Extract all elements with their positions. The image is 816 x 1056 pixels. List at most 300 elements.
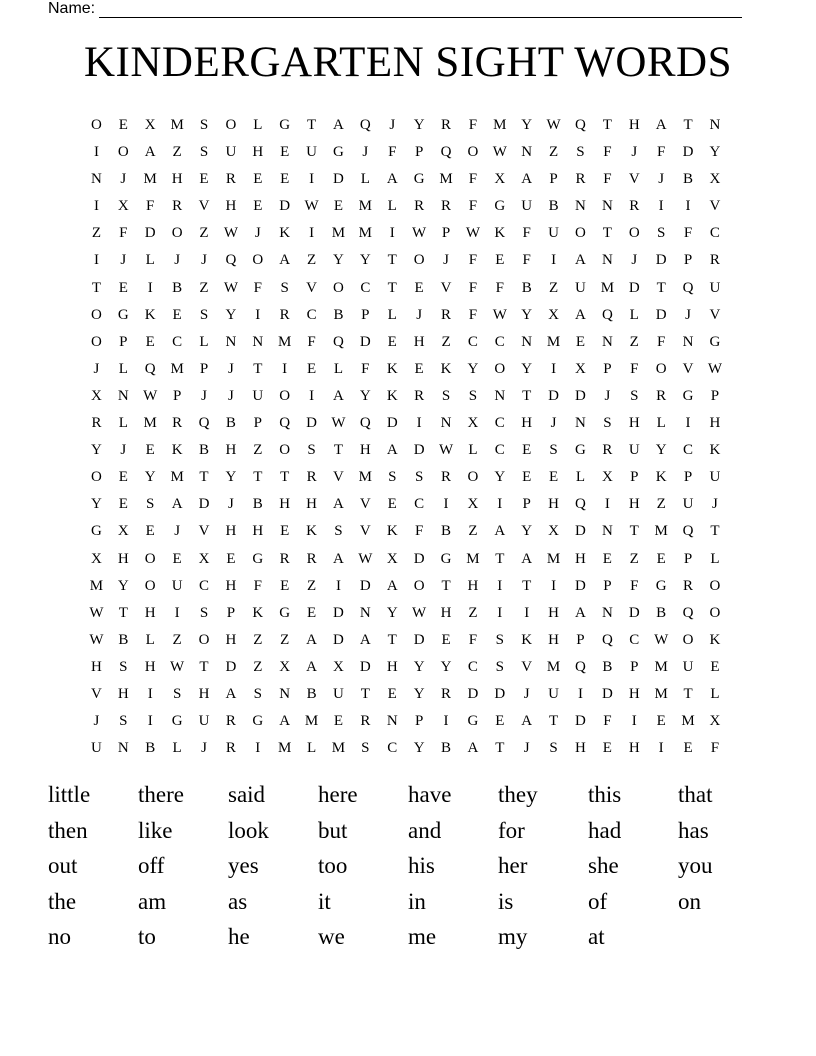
- grid-letter[interactable]: I: [497, 577, 503, 594]
- grid-letter[interactable]: J: [93, 360, 100, 377]
- grid-letter[interactable]: Y: [91, 496, 102, 513]
- grid-letter[interactable]: E: [495, 252, 505, 269]
- grid-letter[interactable]: S: [361, 740, 370, 757]
- grid-letter[interactable]: H: [225, 631, 237, 648]
- grid-letter[interactable]: R: [225, 171, 236, 188]
- grid-letter[interactable]: F: [603, 171, 612, 188]
- grid-letter[interactable]: S: [119, 658, 128, 675]
- grid-letter[interactable]: E: [333, 713, 344, 730]
- grid-letter[interactable]: K: [252, 604, 264, 621]
- grid-letter[interactable]: K: [386, 523, 398, 540]
- grid-letter[interactable]: Y: [386, 604, 398, 621]
- grid-letter[interactable]: J: [604, 387, 611, 404]
- grid-letter[interactable]: F: [119, 225, 128, 242]
- grid-letter[interactable]: U: [575, 279, 586, 296]
- grid-letter[interactable]: B: [118, 631, 129, 648]
- grid-letter[interactable]: J: [120, 252, 127, 269]
- grid-letter[interactable]: H: [440, 604, 452, 621]
- grid-letter[interactable]: I: [658, 198, 664, 215]
- grid-letter[interactable]: M: [439, 171, 453, 188]
- grid-letter[interactable]: J: [120, 442, 127, 459]
- grid-letter[interactable]: S: [441, 387, 451, 404]
- grid-letter[interactable]: P: [710, 387, 720, 404]
- grid-letter[interactable]: K: [655, 469, 667, 486]
- grid-letter[interactable]: L: [387, 198, 397, 215]
- grid-letter[interactable]: R: [306, 550, 317, 567]
- grid-letter[interactable]: O: [709, 577, 721, 594]
- grid-letter[interactable]: G: [467, 713, 479, 730]
- grid-letter[interactable]: S: [414, 469, 424, 486]
- grid-letter[interactable]: D: [601, 685, 613, 702]
- grid-letter[interactable]: M: [546, 333, 561, 350]
- grid-letter[interactable]: I: [309, 387, 315, 404]
- grid-letter[interactable]: E: [280, 171, 290, 188]
- grid-letter[interactable]: F: [146, 198, 155, 215]
- grid-letter[interactable]: R: [683, 577, 694, 594]
- grid-letter[interactable]: Z: [549, 279, 559, 296]
- grid-letter[interactable]: D: [333, 631, 344, 648]
- grid-letter[interactable]: B: [548, 198, 559, 215]
- grid-letter[interactable]: L: [629, 306, 639, 323]
- grid-letter[interactable]: S: [199, 144, 209, 161]
- grid-letter[interactable]: B: [441, 523, 452, 540]
- grid-letter[interactable]: E: [253, 171, 263, 188]
- grid-letter[interactable]: I: [658, 740, 664, 757]
- grid-letter[interactable]: Q: [279, 415, 291, 432]
- grid-letter[interactable]: S: [549, 740, 558, 757]
- grid-letter[interactable]: U: [548, 685, 559, 702]
- grid-letter[interactable]: B: [252, 496, 263, 513]
- grid-letter[interactable]: F: [468, 279, 478, 296]
- grid-letter[interactable]: G: [252, 713, 264, 730]
- grid-letter[interactable]: Z: [629, 333, 639, 350]
- grid-letter[interactable]: E: [387, 496, 397, 513]
- grid-letter[interactable]: H: [359, 442, 371, 459]
- grid-letter[interactable]: P: [226, 604, 236, 621]
- grid-letter[interactable]: H: [548, 496, 559, 513]
- grid-letter[interactable]: J: [443, 252, 449, 269]
- grid-letter[interactable]: L: [468, 442, 478, 459]
- grid-letter[interactable]: X: [575, 360, 586, 377]
- grid-letter[interactable]: I: [497, 496, 503, 513]
- grid-letter[interactable]: A: [521, 550, 533, 567]
- grid-letter[interactable]: E: [280, 144, 290, 161]
- grid-letter[interactable]: S: [576, 144, 585, 161]
- grid-letter[interactable]: A: [386, 171, 398, 188]
- grid-letter[interactable]: A: [386, 577, 398, 594]
- grid-letter[interactable]: H: [306, 496, 317, 513]
- grid-letter[interactable]: G: [575, 442, 586, 459]
- grid-letter[interactable]: Y: [413, 658, 425, 675]
- grid-letter[interactable]: I: [147, 279, 153, 296]
- grid-letter[interactable]: X: [386, 550, 398, 567]
- grid-letter[interactable]: C: [494, 415, 505, 432]
- grid-letter[interactable]: N: [682, 333, 694, 350]
- grid-letter[interactable]: R: [575, 171, 586, 188]
- grid-letter[interactable]: N: [117, 740, 129, 757]
- grid-letter[interactable]: C: [414, 496, 425, 513]
- grid-letter[interactable]: C: [387, 740, 398, 757]
- grid-letter[interactable]: P: [172, 387, 182, 404]
- grid-letter[interactable]: W: [412, 225, 427, 242]
- grid-letter[interactable]: B: [145, 740, 156, 757]
- grid-letter[interactable]: Y: [521, 360, 533, 377]
- grid-letter[interactable]: O: [144, 550, 156, 567]
- grid-letter[interactable]: Q: [198, 415, 210, 432]
- grid-letter[interactable]: I: [685, 415, 691, 432]
- grid-letter[interactable]: G: [171, 713, 183, 730]
- grid-letter[interactable]: E: [306, 604, 317, 621]
- grid-letter[interactable]: Z: [280, 631, 290, 648]
- grid-letter[interactable]: C: [467, 333, 478, 350]
- grid-letter[interactable]: D: [359, 577, 371, 594]
- grid-letter[interactable]: M: [304, 713, 319, 730]
- grid-letter[interactable]: M: [654, 523, 668, 540]
- grid-letter[interactable]: O: [467, 144, 479, 161]
- grid-letter[interactable]: Z: [629, 550, 639, 567]
- grid-letter[interactable]: D: [413, 442, 425, 459]
- grid-letter[interactable]: T: [522, 387, 532, 404]
- grid-letter[interactable]: P: [119, 333, 128, 350]
- grid-letter[interactable]: H: [117, 685, 129, 702]
- grid-letter[interactable]: Q: [682, 523, 694, 540]
- grid-letter[interactable]: L: [306, 740, 317, 757]
- grid-letter[interactable]: L: [199, 333, 209, 350]
- grid-letter[interactable]: H: [521, 415, 533, 432]
- grid-letter[interactable]: Y: [359, 252, 371, 269]
- grid-letter[interactable]: Q: [144, 360, 156, 377]
- grid-letter[interactable]: I: [93, 144, 99, 161]
- grid-letter[interactable]: I: [309, 225, 315, 242]
- grid-letter[interactable]: H: [225, 442, 237, 459]
- grid-letter[interactable]: F: [361, 360, 370, 377]
- grid-letter[interactable]: Y: [117, 577, 129, 594]
- grid-letter[interactable]: R: [441, 198, 452, 215]
- grid-letter[interactable]: I: [443, 713, 449, 730]
- grid-letter[interactable]: C: [709, 225, 720, 242]
- grid-letter[interactable]: V: [709, 198, 721, 215]
- grid-letter[interactable]: F: [603, 144, 612, 161]
- grid-letter[interactable]: W: [412, 604, 427, 621]
- grid-letter[interactable]: J: [201, 252, 207, 269]
- grid-letter[interactable]: E: [495, 713, 505, 730]
- grid-letter[interactable]: G: [117, 306, 129, 323]
- grid-letter[interactable]: F: [468, 306, 478, 323]
- grid-letter[interactable]: I: [631, 713, 637, 730]
- grid-letter[interactable]: M: [170, 469, 184, 486]
- grid-letter[interactable]: N: [386, 713, 398, 730]
- grid-letter[interactable]: Q: [601, 306, 613, 323]
- grid-letter[interactable]: N: [601, 252, 613, 269]
- grid-letter[interactable]: F: [468, 198, 478, 215]
- grid-letter[interactable]: N: [440, 415, 452, 432]
- grid-letter[interactable]: U: [628, 442, 640, 459]
- grid-letter[interactable]: I: [93, 252, 99, 269]
- grid-letter[interactable]: Y: [225, 306, 237, 323]
- grid-letter[interactable]: O: [225, 117, 237, 133]
- grid-letter[interactable]: I: [93, 198, 99, 215]
- grid-letter[interactable]: D: [144, 225, 156, 242]
- grid-letter[interactable]: N: [279, 685, 291, 702]
- grid-letter[interactable]: Y: [413, 117, 425, 133]
- grid-letter[interactable]: A: [279, 713, 291, 730]
- grid-letter[interactable]: D: [575, 713, 586, 730]
- grid-letter[interactable]: K: [386, 387, 398, 404]
- grid-letter[interactable]: H: [548, 604, 559, 621]
- grid-letter[interactable]: G: [655, 577, 667, 594]
- grid-letter[interactable]: U: [198, 713, 210, 730]
- grid-letter[interactable]: H: [386, 658, 398, 675]
- grid-letter[interactable]: N: [601, 333, 613, 350]
- grid-letter[interactable]: T: [549, 713, 559, 730]
- grid-letter[interactable]: I: [147, 713, 153, 730]
- grid-letter[interactable]: F: [656, 333, 666, 350]
- grid-letter[interactable]: Y: [467, 360, 479, 377]
- grid-letter[interactable]: D: [413, 550, 425, 567]
- grid-letter[interactable]: P: [630, 469, 639, 486]
- grid-letter[interactable]: W: [358, 550, 373, 567]
- grid-letter[interactable]: Y: [709, 144, 721, 161]
- grid-letter[interactable]: H: [628, 117, 640, 133]
- grid-letter[interactable]: V: [359, 523, 371, 540]
- grid-letter[interactable]: Z: [656, 496, 666, 513]
- grid-letter[interactable]: D: [655, 306, 667, 323]
- grid-letter[interactable]: K: [709, 442, 721, 459]
- grid-letter[interactable]: I: [443, 496, 449, 513]
- grid-letter[interactable]: O: [655, 360, 667, 377]
- grid-letter[interactable]: D: [548, 387, 559, 404]
- grid-letter[interactable]: R: [709, 252, 720, 269]
- grid-letter[interactable]: R: [279, 550, 290, 567]
- grid-letter[interactable]: J: [389, 117, 396, 133]
- grid-letter[interactable]: G: [709, 333, 721, 350]
- grid-letter[interactable]: S: [199, 604, 209, 621]
- grid-letter[interactable]: V: [682, 360, 694, 377]
- grid-letter[interactable]: E: [575, 333, 586, 350]
- grid-letter[interactable]: A: [575, 604, 586, 621]
- grid-letter[interactable]: M: [143, 415, 157, 432]
- grid-letter[interactable]: F: [307, 333, 316, 350]
- grid-letter[interactable]: E: [145, 333, 155, 350]
- grid-letter[interactable]: Q: [682, 279, 694, 296]
- grid-letter[interactable]: Q: [601, 631, 613, 648]
- grid-letter[interactable]: T: [495, 550, 505, 567]
- grid-letter[interactable]: O: [144, 577, 156, 594]
- grid-letter[interactable]: M: [600, 279, 615, 296]
- grid-letter[interactable]: H: [144, 604, 156, 621]
- grid-letter[interactable]: O: [682, 631, 694, 648]
- grid-letter[interactable]: J: [416, 306, 423, 323]
- grid-letter[interactable]: L: [253, 117, 263, 133]
- grid-letter[interactable]: B: [333, 306, 344, 323]
- grid-letter[interactable]: X: [548, 523, 559, 540]
- grid-letter[interactable]: Z: [306, 252, 317, 269]
- grid-letter[interactable]: T: [522, 577, 532, 594]
- grid-letter[interactable]: Q: [333, 333, 344, 350]
- grid-letter[interactable]: X: [548, 306, 559, 323]
- grid-letter[interactable]: L: [333, 360, 344, 377]
- grid-letter[interactable]: R: [306, 469, 317, 486]
- grid-letter[interactable]: N: [117, 387, 129, 404]
- grid-letter[interactable]: T: [441, 577, 451, 594]
- grid-letter[interactable]: O: [117, 144, 129, 161]
- grid-letter[interactable]: E: [387, 333, 397, 350]
- grid-letter[interactable]: W: [707, 360, 723, 377]
- grid-letter[interactable]: Z: [468, 523, 478, 540]
- grid-letter[interactable]: H: [548, 631, 559, 648]
- grid-letter[interactable]: I: [309, 171, 315, 188]
- grid-letter[interactable]: T: [683, 685, 693, 702]
- grid-letter[interactable]: Z: [549, 144, 559, 161]
- grid-letter[interactable]: J: [658, 171, 665, 188]
- grid-letter[interactable]: S: [119, 713, 128, 730]
- grid-letter[interactable]: N: [494, 387, 506, 404]
- grid-letter[interactable]: N: [575, 198, 586, 215]
- grid-letter[interactable]: O: [494, 360, 506, 377]
- grid-letter[interactable]: E: [280, 523, 290, 540]
- grid-letter[interactable]: R: [91, 415, 102, 432]
- grid-letter[interactable]: D: [628, 604, 640, 621]
- grid-letter[interactable]: K: [144, 306, 156, 323]
- grid-letter[interactable]: H: [628, 740, 640, 757]
- grid-letter[interactable]: T: [387, 279, 397, 296]
- grid-letter[interactable]: E: [441, 631, 451, 648]
- grid-letter[interactable]: F: [468, 117, 478, 133]
- grid-letter[interactable]: T: [253, 469, 263, 486]
- grid-letter[interactable]: Z: [253, 631, 263, 648]
- grid-letter[interactable]: S: [630, 387, 639, 404]
- grid-letter[interactable]: D: [655, 252, 667, 269]
- grid-letter[interactable]: Y: [333, 252, 344, 269]
- grid-letter[interactable]: G: [440, 550, 452, 567]
- grid-letter[interactable]: A: [333, 550, 344, 567]
- grid-letter[interactable]: N: [359, 604, 371, 621]
- grid-letter[interactable]: F: [656, 144, 666, 161]
- grid-letter[interactable]: S: [603, 415, 612, 432]
- grid-letter[interactable]: O: [413, 252, 425, 269]
- grid-letter[interactable]: R: [441, 469, 452, 486]
- grid-letter[interactable]: U: [682, 496, 694, 513]
- grid-letter[interactable]: S: [495, 631, 504, 648]
- grid-letter[interactable]: C: [172, 333, 183, 350]
- grid-letter[interactable]: A: [144, 144, 156, 161]
- grid-letter[interactable]: D: [306, 415, 317, 432]
- grid-letter[interactable]: G: [279, 117, 291, 133]
- grid-letter[interactable]: X: [467, 496, 479, 513]
- grid-letter[interactable]: N: [225, 333, 237, 350]
- grid-letter[interactable]: D: [198, 496, 210, 513]
- grid-letter[interactable]: S: [199, 306, 209, 323]
- grid-letter[interactable]: F: [522, 225, 531, 242]
- grid-letter[interactable]: D: [575, 577, 586, 594]
- grid-letter[interactable]: W: [304, 198, 319, 215]
- grid-letter[interactable]: A: [306, 658, 317, 675]
- grid-letter[interactable]: Q: [359, 117, 371, 133]
- grid-letter[interactable]: M: [358, 469, 373, 486]
- grid-letter[interactable]: B: [441, 740, 452, 757]
- grid-letter[interactable]: E: [145, 523, 155, 540]
- grid-letter[interactable]: K: [709, 631, 721, 648]
- grid-letter[interactable]: J: [120, 171, 127, 188]
- grid-letter[interactable]: E: [387, 685, 397, 702]
- grid-letter[interactable]: P: [199, 360, 209, 377]
- grid-letter[interactable]: D: [575, 387, 586, 404]
- grid-letter[interactable]: O: [628, 225, 640, 242]
- grid-letter[interactable]: F: [683, 225, 693, 242]
- grid-letter[interactable]: A: [494, 523, 506, 540]
- grid-letter[interactable]: T: [91, 279, 102, 296]
- grid-letter[interactable]: I: [497, 604, 503, 621]
- grid-letter[interactable]: E: [414, 360, 424, 377]
- grid-letter[interactable]: X: [467, 415, 479, 432]
- grid-letter[interactable]: P: [630, 658, 639, 675]
- grid-letter[interactable]: M: [358, 225, 373, 242]
- grid-letter[interactable]: N: [521, 144, 533, 161]
- grid-letter[interactable]: Y: [91, 442, 102, 459]
- grid-letter[interactable]: J: [174, 252, 181, 269]
- grid-letter[interactable]: P: [576, 631, 585, 648]
- grid-letter[interactable]: A: [225, 685, 237, 702]
- grid-letter[interactable]: K: [171, 442, 183, 459]
- grid-letter[interactable]: R: [656, 387, 667, 404]
- grid-letter[interactable]: P: [361, 306, 370, 323]
- grid-letter[interactable]: L: [710, 550, 720, 567]
- grid-letter[interactable]: U: [521, 198, 533, 215]
- grid-letter[interactable]: E: [549, 469, 559, 486]
- grid-letter[interactable]: Q: [575, 658, 586, 675]
- grid-letter[interactable]: Z: [172, 631, 182, 648]
- grid-letter[interactable]: H: [709, 415, 721, 432]
- grid-letter[interactable]: B: [602, 658, 613, 675]
- grid-letter[interactable]: O: [467, 469, 479, 486]
- grid-letter[interactable]: O: [413, 577, 425, 594]
- grid-letter[interactable]: T: [629, 523, 639, 540]
- grid-letter[interactable]: R: [279, 306, 290, 323]
- grid-letter[interactable]: H: [575, 550, 586, 567]
- grid-letter[interactable]: A: [655, 117, 667, 133]
- grid-letter[interactable]: H: [225, 198, 237, 215]
- grid-letter[interactable]: N: [521, 333, 533, 350]
- grid-letter[interactable]: D: [628, 279, 640, 296]
- grid-letter[interactable]: X: [709, 713, 721, 730]
- grid-letter[interactable]: N: [252, 333, 264, 350]
- grid-letter[interactable]: A: [333, 496, 344, 513]
- grid-letter[interactable]: U: [306, 144, 317, 161]
- grid-letter[interactable]: Y: [494, 469, 506, 486]
- grid-letter[interactable]: L: [360, 171, 370, 188]
- grid-letter[interactable]: P: [253, 415, 262, 432]
- grid-letter[interactable]: M: [654, 658, 668, 675]
- grid-letter[interactable]: W: [465, 225, 480, 242]
- grid-letter[interactable]: V: [306, 279, 317, 296]
- grid-letter[interactable]: Q: [682, 604, 694, 621]
- grid-letter[interactable]: W: [438, 442, 454, 459]
- grid-letter[interactable]: Z: [441, 333, 451, 350]
- grid-letter[interactable]: X: [117, 198, 129, 215]
- grid-letter[interactable]: P: [522, 496, 531, 513]
- grid-letter[interactable]: J: [523, 685, 530, 702]
- grid-letter[interactable]: Q: [225, 252, 237, 269]
- grid-letter[interactable]: N: [601, 523, 613, 540]
- grid-letter[interactable]: B: [683, 171, 694, 188]
- grid-letter[interactable]: J: [93, 713, 100, 730]
- grid-letter[interactable]: Z: [91, 225, 102, 242]
- grid-letter[interactable]: I: [416, 415, 422, 432]
- grid-letter[interactable]: O: [91, 333, 102, 350]
- grid-letter[interactable]: S: [172, 685, 182, 702]
- grid-letter[interactable]: P: [683, 469, 693, 486]
- grid-letter[interactable]: C: [467, 658, 478, 675]
